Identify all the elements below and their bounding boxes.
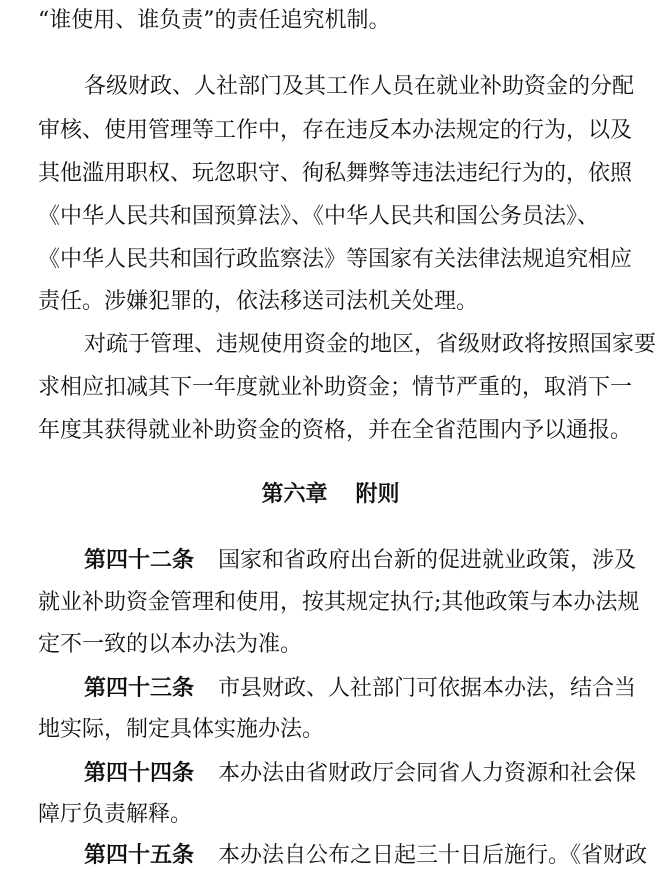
paragraph-line: 求相应扣减其下一年度就业补助资金；情节严重的，取消下一: [38, 375, 633, 400]
chapter-number: 第六章: [261, 482, 328, 507]
paragraph-line: 各级财政、人社部门及其工作人员在就业补助资金的分配: [84, 74, 635, 99]
article-45-number: 第四十五条: [84, 842, 195, 868]
paragraph-line: 《中华人民共和国预算法》、《中华人民共和国公务员法》、: [38, 204, 600, 229]
chapter-title: 附则: [355, 482, 400, 507]
paragraph-line: “谁使用、谁负责”的责任追究机制。: [38, 8, 391, 33]
paragraph-line: 对疏于管理、违规使用资金的地区，省级财政将按照国家要: [84, 332, 657, 357]
article-44-line: [84, 758, 661, 789]
article-44-text: 本办法由省财政厅会同省人力资源和社会保: [218, 761, 637, 786]
article-45-text: 本办法自公布之日起三十日后施行。《省财政: [218, 843, 648, 868]
paragraph-line: 定不一致的以本办法为准。: [38, 632, 303, 657]
article-44-number: 第四十四条: [84, 760, 195, 786]
paragraph-line: 其他滥用职权、玩忽职守、徇私舞弊等违法违纪行为的，依照: [38, 161, 633, 186]
article-42-number: 第四十二条: [84, 547, 195, 573]
article-43-text: 市县财政、人社部门可依据本办法，结合当: [218, 676, 637, 701]
paragraph-line: 《中华人民共和国行政监察法》等国家有关法律法规追究相应: [38, 247, 633, 272]
article-45-line: [84, 840, 661, 869]
article-42-line: [84, 545, 661, 576]
article-42-text: 国家和省政府出台新的促进就业政策，涉及: [218, 548, 637, 573]
paragraph-line: 就业补助资金管理和使用，按其规定执行;其他政策与本办法规: [38, 590, 640, 615]
article-43-line: [84, 673, 661, 704]
paragraph-line: 责任。涉嫌犯罪的，依法移送司法机关处理。: [38, 289, 479, 314]
paragraph-line: 地实际，制定具体实施办法。: [38, 717, 325, 742]
article-43-number: 第四十三条: [84, 675, 195, 701]
paragraph-line: 年度其获得就业补助资金的资格，并在全省范围内予以通报。: [38, 418, 633, 443]
chapter-heading: [0, 480, 661, 510]
paragraph-line: 障厅负责解释。: [38, 802, 193, 827]
paragraph-line: 审核、使用管理等工作中，存在违反本办法规定的行为，以及: [38, 118, 633, 143]
